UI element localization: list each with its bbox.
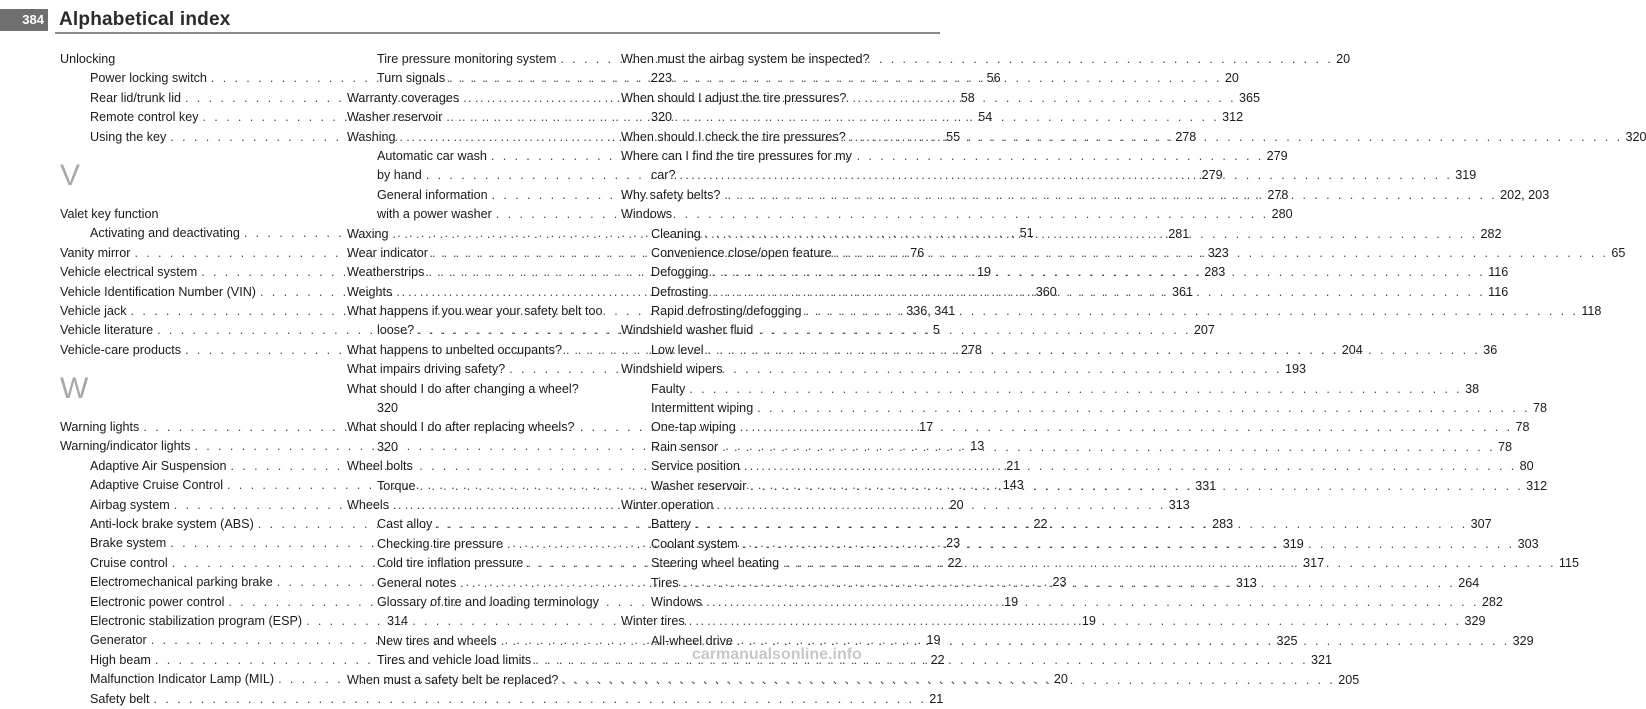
index-page-ref: 312 bbox=[1222, 110, 1244, 125]
index-entry-term: Adaptive Air Suspension bbox=[90, 458, 227, 473]
index-page-ref: 329 bbox=[1464, 614, 1486, 629]
index-entry-term: Warning/indicator lights bbox=[60, 439, 191, 454]
index-entry-term: Adaptive Cruise Control bbox=[90, 478, 223, 493]
index-entry bbox=[347, 671, 1360, 690]
index-entry-term: Waxing bbox=[347, 226, 389, 241]
index-page-ref: 78 bbox=[1532, 401, 1547, 416]
dot-leader bbox=[685, 380, 1462, 399]
index-page-ref: 21 bbox=[929, 691, 944, 706]
dot-leader bbox=[150, 690, 927, 709]
index-page-ref: 38 bbox=[1465, 381, 1480, 396]
index-page-ref: 19 bbox=[1004, 594, 1019, 609]
index-entry bbox=[60, 690, 944, 709]
index-page-ref: 78 bbox=[1497, 439, 1512, 454]
dot-leader bbox=[708, 283, 1485, 302]
index-page-ref: 320 bbox=[651, 110, 673, 125]
index-heading: Windshield wipers bbox=[621, 362, 723, 377]
index-heading: Winter operation bbox=[621, 497, 714, 512]
index-entry-term: Rain sensor bbox=[651, 439, 719, 454]
index-entry-term: General notes bbox=[377, 575, 457, 590]
index-entry-text: Where can I find the tire pressures for my bbox=[621, 148, 852, 163]
index-page-ref: 279 bbox=[1201, 168, 1223, 183]
index-page-ref: 331 bbox=[1195, 478, 1217, 493]
index-entry-term: Remote control key bbox=[90, 110, 199, 125]
index-heading: Unlocking bbox=[60, 52, 116, 66]
index-heading: Windows bbox=[621, 207, 673, 222]
index-page-ref: 278 bbox=[960, 342, 982, 357]
index-entry-term: Wheels bbox=[347, 497, 389, 512]
index-page-ref: 307 bbox=[1470, 517, 1492, 532]
index-page-ref: 207 bbox=[1193, 323, 1215, 338]
index-entry-term: Power locking switch bbox=[90, 71, 207, 86]
index-entry-term: Faulty bbox=[651, 381, 686, 396]
index-page-ref: 13 bbox=[970, 439, 985, 454]
index-entry-term: Rapid defrosting/defogging bbox=[651, 304, 802, 319]
index-page-ref: 320 bbox=[1625, 129, 1646, 144]
index-page-ref: 281 bbox=[1168, 226, 1190, 241]
title-divider bbox=[55, 32, 940, 34]
index-entry-term: Defrosting bbox=[651, 284, 709, 299]
index-entry-term: Tires and vehicle load limits bbox=[377, 653, 532, 668]
index-page-ref: 118 bbox=[1581, 304, 1602, 319]
page-number-badge: 384 bbox=[0, 9, 48, 31]
index-entry-term: All-wheel drive bbox=[651, 633, 733, 648]
index-page-ref: 56 bbox=[986, 71, 1001, 86]
index-entry-term: Automatic car wash bbox=[377, 148, 487, 163]
dot-leader bbox=[531, 651, 1308, 670]
index-entry-term: When must a safety belt be replaced? bbox=[347, 672, 559, 687]
index-list bbox=[347, 671, 1360, 690]
index-entry-term: What impairs driving safety? bbox=[347, 362, 506, 377]
index-page-ref: 223 bbox=[651, 71, 673, 86]
index-page-ref: 321 bbox=[1310, 653, 1332, 668]
index-page-ref: 312 bbox=[1526, 478, 1548, 493]
index-page-ref: 58 bbox=[960, 90, 975, 105]
index-entry-term: car? bbox=[651, 168, 676, 183]
index-page-ref: 303 bbox=[1517, 536, 1539, 551]
index-entry-term: by hand bbox=[377, 168, 422, 183]
index-page-ref: 78 bbox=[1515, 420, 1530, 435]
index-heading: Windshield washer fluid bbox=[621, 323, 754, 338]
index-page-ref: 76 bbox=[910, 245, 925, 260]
index-page-ref: 325 bbox=[1276, 633, 1298, 648]
index-page-ref: 23 bbox=[1052, 575, 1067, 590]
dot-leader bbox=[701, 225, 1478, 244]
dot-leader bbox=[679, 574, 1456, 593]
index-entry-term: Vehicle-care products bbox=[60, 342, 182, 357]
index-page-ref: 319 bbox=[1455, 168, 1477, 183]
index-entry-term: Safety belt bbox=[90, 691, 150, 706]
index-entry-term: Wear indicator bbox=[347, 245, 428, 260]
index-entry-term: Convenience close/open feature bbox=[651, 245, 832, 260]
index-page-ref: 115 bbox=[1558, 556, 1579, 571]
index-page-ref: 329 bbox=[1512, 633, 1534, 648]
index-entry-term: Washer reservoir bbox=[651, 478, 747, 493]
index-entry-text: When must the airbag system be inspected? bbox=[621, 52, 870, 66]
index-page-ref: 19 bbox=[976, 265, 991, 280]
index-entry-term: General information bbox=[377, 187, 488, 202]
section-letter-w: W bbox=[60, 372, 89, 406]
index-page-ref: 205 bbox=[1338, 672, 1360, 687]
index-page-ref: 336, 341 bbox=[906, 303, 956, 318]
index-entry-term: loose? bbox=[377, 323, 415, 338]
index-entry-term: Malfunction Indicator Lamp (MIL) bbox=[90, 672, 275, 687]
index-page-ref: 360 bbox=[1035, 284, 1057, 299]
index-entry-term: Tire pressure monitoring system bbox=[377, 52, 557, 66]
index-entry-text: What happens if you wear your safety belt too bbox=[347, 304, 603, 319]
index-entry-term: Low level bbox=[651, 342, 704, 357]
index-page-ref: 280 bbox=[1271, 207, 1293, 222]
index-entry bbox=[621, 380, 1480, 399]
index-entry-term: Electronic stabilization program (ESP) bbox=[90, 613, 303, 628]
index-page-ref: 19 bbox=[926, 633, 941, 648]
index-entry-term: Vehicle Identification Number (VIN) bbox=[60, 284, 256, 299]
index-page-ref: 320 bbox=[377, 439, 399, 454]
index-entry-term: Checking tire pressure bbox=[377, 536, 503, 551]
dot-leader bbox=[558, 671, 1335, 690]
index-entry-term: Weights bbox=[347, 284, 393, 299]
index-entry-term: Defogging bbox=[651, 265, 709, 280]
index-entry-text: What should I do after changing a wheel? bbox=[347, 381, 579, 396]
index-entry-term: Cold tire inflation pressure bbox=[377, 556, 524, 571]
index-entry bbox=[621, 399, 1547, 418]
index-page-ref: 55 bbox=[946, 129, 961, 144]
index-entry-term: Vehicle literature bbox=[60, 323, 154, 338]
dot-leader bbox=[708, 263, 1485, 282]
index-heading: Valet key function bbox=[60, 206, 159, 221]
index-page-ref: 20 bbox=[1053, 672, 1068, 687]
index-entry-term: Cleaning bbox=[651, 226, 701, 241]
index-page-ref: 51 bbox=[1019, 226, 1034, 241]
index-entry-term: Anti-lock brake system (ABS) bbox=[90, 517, 254, 532]
index-entry-term: Intermittent wiping bbox=[651, 401, 754, 416]
index-page-ref: 36 bbox=[1483, 342, 1498, 357]
dot-leader bbox=[740, 457, 1517, 476]
index-entry-term: One-tap wiping bbox=[651, 420, 736, 435]
dot-leader bbox=[704, 341, 1481, 360]
index-entry-term: Cast alloy bbox=[377, 517, 433, 532]
index-page-ref: 314 bbox=[387, 614, 409, 629]
index-page-ref: 319 bbox=[1282, 536, 1304, 551]
index-page-ref: 278 bbox=[1175, 129, 1197, 144]
index-entry-term: Washer reservoir bbox=[347, 110, 443, 125]
index-page-ref: 264 bbox=[1458, 575, 1480, 590]
index-entry-term: Winter tires bbox=[621, 614, 685, 629]
index-entry-term: Activating and deactivating bbox=[90, 226, 240, 241]
page-title: Alphabetical index bbox=[59, 9, 231, 30]
index-entry-text: When should I adjust the tire pressures? bbox=[621, 90, 847, 105]
index-page-ref: 65 bbox=[1611, 245, 1626, 260]
index-page-ref: 283 bbox=[1204, 265, 1226, 280]
index-page-ref: 361 bbox=[1172, 284, 1194, 299]
dot-leader bbox=[718, 438, 1495, 457]
index-page-ref: 320 bbox=[377, 401, 399, 416]
index-entry-term: Warranty coverages bbox=[347, 90, 460, 105]
index-heading: Wheel bolts bbox=[347, 459, 413, 474]
index-page-ref: 22 bbox=[1033, 517, 1048, 532]
dot-leader bbox=[738, 535, 1515, 554]
index-page-ref: 143 bbox=[1002, 478, 1024, 493]
dot-leader bbox=[832, 244, 1609, 263]
index-page-ref: 80 bbox=[1519, 459, 1534, 474]
index-page-ref: 279 bbox=[1266, 148, 1288, 163]
index-entry-term: Vehicle electrical system bbox=[60, 265, 198, 280]
index-entry-term: Vanity mirror bbox=[60, 245, 131, 260]
index-entry-term: Service position bbox=[651, 459, 740, 474]
index-entry-term: Battery bbox=[651, 517, 691, 532]
index-page-ref: 20 bbox=[1336, 52, 1351, 66]
index-entry-term: Vehicle jack bbox=[60, 303, 127, 318]
index-page-ref: 313 bbox=[1235, 575, 1257, 590]
index-entry-term: Electromechanical parking brake bbox=[90, 575, 273, 590]
index-page-ref: 313 bbox=[1168, 497, 1190, 512]
index-entry-term: New tires and wheels bbox=[377, 633, 497, 648]
index-entry-term: Windows bbox=[651, 594, 703, 609]
index-page-ref: 22 bbox=[947, 555, 962, 570]
index-entry-term: Washing bbox=[347, 129, 396, 144]
index-page-ref: 17 bbox=[919, 420, 934, 435]
index-page-ref: 365 bbox=[1238, 90, 1260, 105]
index-page-ref: 317 bbox=[1303, 556, 1325, 571]
index-entry-term: Brake system bbox=[90, 536, 167, 551]
section-letter-v: V bbox=[60, 158, 81, 192]
index-entry-term: High beam bbox=[90, 652, 151, 667]
index-entry-term: Warning lights bbox=[60, 420, 140, 435]
index-entry-term: What happens to unbelted occupants? bbox=[347, 342, 562, 357]
index-page-ref: 21 bbox=[1006, 458, 1021, 473]
dot-leader bbox=[702, 593, 1479, 612]
index-entry-text: Glossary of tire and loading terminology bbox=[377, 594, 599, 609]
index-page-ref: 283 bbox=[1212, 517, 1234, 532]
index-entry-term: Coolant system bbox=[651, 536, 738, 551]
index-page-ref: 116 bbox=[1488, 265, 1509, 280]
dot-leader bbox=[802, 302, 1579, 321]
index-entry-term: Airbag system bbox=[90, 497, 170, 512]
index-page-ref: 116 bbox=[1488, 284, 1509, 299]
index-page-ref: 5 bbox=[932, 323, 940, 338]
index-page-ref: 193 bbox=[1284, 362, 1306, 377]
index-entry-term: Weatherstrips bbox=[347, 265, 425, 280]
dot-leader bbox=[691, 515, 1468, 534]
dot-leader bbox=[753, 399, 1530, 418]
index-entry-term: Using the key bbox=[90, 129, 167, 144]
index-entry-term: Generator bbox=[90, 633, 147, 648]
index-page-ref: 19 bbox=[1081, 613, 1096, 628]
index-page-ref: 20 bbox=[949, 497, 964, 512]
index-page-ref: 278 bbox=[1267, 187, 1289, 202]
index-entry-term: Tires bbox=[651, 575, 679, 590]
dot-leader bbox=[746, 477, 1523, 496]
index-entry-term: Cruise control bbox=[90, 555, 168, 570]
index-page-ref: 204 bbox=[1341, 342, 1363, 357]
index-page-ref: 23 bbox=[946, 536, 961, 551]
index-page-ref: 323 bbox=[1207, 245, 1229, 260]
index-entry-term: Rear lid/trunk lid bbox=[90, 90, 181, 105]
index-page-ref: 20 bbox=[1224, 71, 1239, 86]
index-page-ref: 282 bbox=[1481, 594, 1503, 609]
dot-leader bbox=[720, 186, 1497, 205]
index-page-ref: 54 bbox=[978, 110, 993, 125]
index-entry-term: with a power washer bbox=[377, 207, 492, 222]
index-entry-text: What should I do after replacing wheels? bbox=[347, 420, 575, 435]
index-entry-term: When should I check the tire pressures? bbox=[621, 129, 846, 144]
index-entry-term: Steering wheel heating bbox=[651, 556, 780, 571]
index-page-ref: 202, 203 bbox=[1500, 187, 1550, 202]
dot-leader bbox=[736, 418, 1513, 437]
watermark: carmanualsonline.info bbox=[692, 646, 862, 663]
dot-leader bbox=[685, 612, 1462, 631]
index-entry-term: Torque bbox=[377, 478, 416, 493]
index-page-ref: 282 bbox=[1480, 226, 1502, 241]
index-entry-term: Electronic power control bbox=[90, 594, 225, 609]
index-entry-term: Turn signals bbox=[377, 71, 446, 86]
dot-leader bbox=[676, 166, 1453, 185]
index-page-ref: 22 bbox=[930, 652, 945, 667]
dot-leader bbox=[779, 554, 1556, 573]
dot-leader bbox=[846, 128, 1623, 147]
index-entry-term: Why safety belts? bbox=[621, 187, 721, 202]
